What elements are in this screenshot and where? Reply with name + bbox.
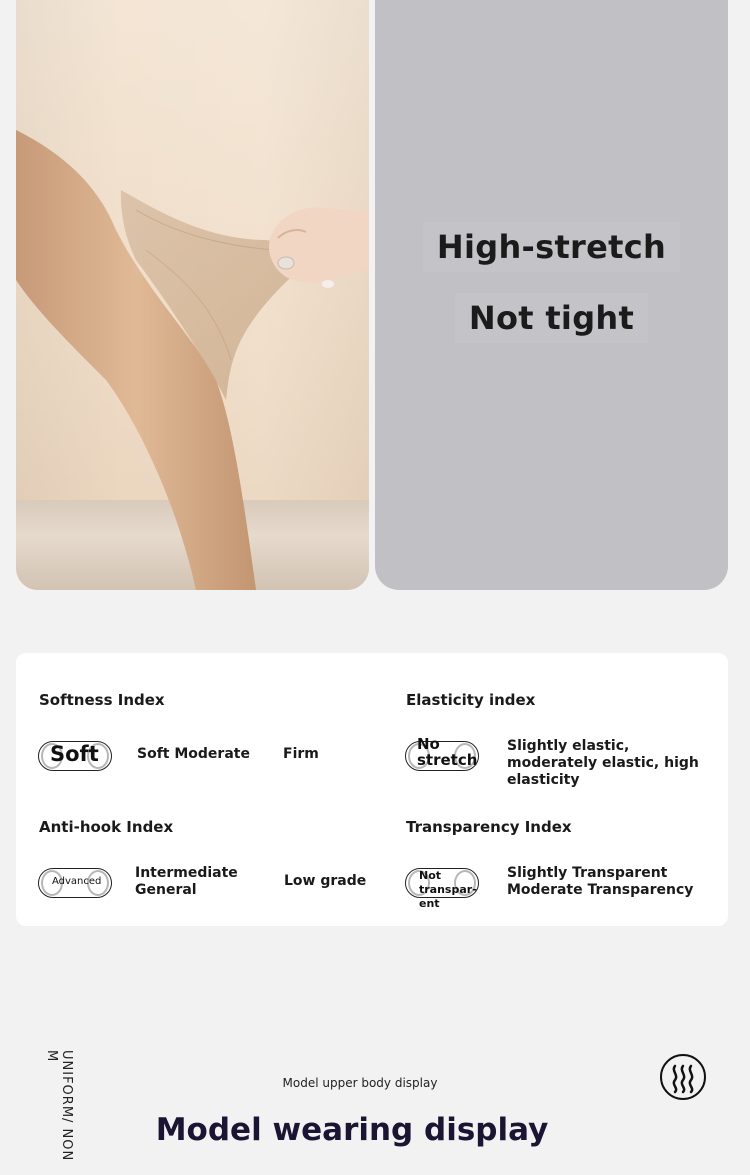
softness-selected-value: Soft xyxy=(50,742,99,766)
softness-level-firm: Firm xyxy=(283,746,319,762)
anti-hook-level-low: Low grade xyxy=(284,873,367,889)
heat-waves-icon xyxy=(660,1054,706,1100)
elasticity-levels: Slightly elastic, moderately elastic, high elasticity xyxy=(507,738,699,788)
leg-stocking-illustration xyxy=(16,0,369,590)
transparency-levels: Slightly Transparent Moderate Transparency xyxy=(507,865,694,898)
fabric-index-panel xyxy=(16,653,728,926)
softness-level-moderate: Soft Moderate xyxy=(137,746,250,762)
anti-hook-level-intermediate: Intermediate General xyxy=(135,865,238,898)
product-photo xyxy=(16,0,369,590)
elasticity-selected-value: No stretch xyxy=(417,735,478,769)
transparency-selected-value: Not transpar- ent xyxy=(419,869,477,910)
headline-card xyxy=(375,0,728,590)
softness-index-title: Softness Index xyxy=(39,691,165,709)
anti-hook-selected-value: Advanced xyxy=(52,876,102,887)
section-main-caption: Model wearing display xyxy=(155,1112,549,1148)
transparency-index-title: Transparency Index xyxy=(406,818,572,836)
elasticity-index-title: Elasticity index xyxy=(406,691,536,709)
anti-hook-index-title: Anti-hook Index xyxy=(39,818,174,836)
headline-line-2: Not tight xyxy=(375,299,728,337)
vertical-brand-text: UNIFORM/ NON M xyxy=(44,1050,74,1162)
headline-line-1: High-stretch xyxy=(375,228,728,266)
section-sub-caption: Model upper body display xyxy=(282,1076,438,1090)
